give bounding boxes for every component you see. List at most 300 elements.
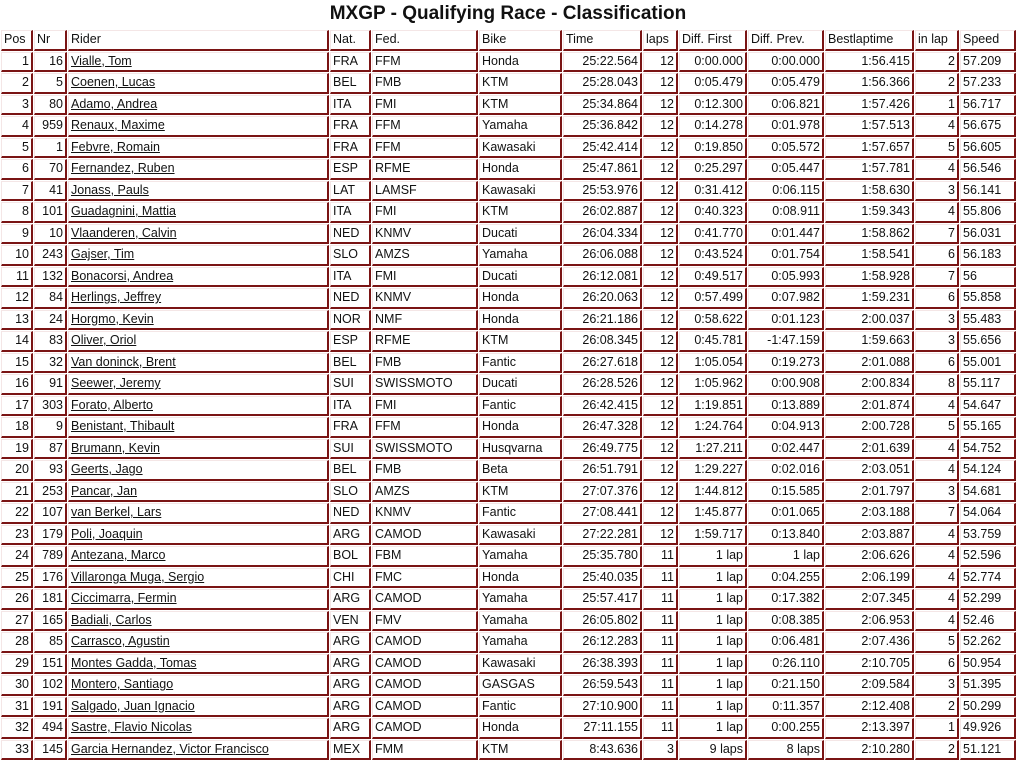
cell-speed: 56.183 [960, 245, 1016, 266]
cell-nr: 85 [34, 632, 67, 653]
cell-laps: 12 [643, 288, 678, 309]
rider-link[interactable]: Sastre, Flavio Nicolas [71, 720, 192, 734]
cell-diff-prev: 0:05.572 [748, 138, 824, 159]
cell-diff-prev: 0:04.255 [748, 568, 824, 589]
cell-nat: NED [330, 288, 371, 309]
cell-speed: 50.954 [960, 654, 1016, 675]
cell-in-lap: 6 [915, 288, 959, 309]
cell-rider [68, 417, 329, 438]
cell-rider [68, 525, 329, 546]
cell-laps: 11 [643, 675, 678, 696]
rider-link[interactable]: Febvre, Romain [71, 139, 160, 154]
cell-speed: 51.395 [960, 675, 1016, 696]
cell-in-lap: 4 [915, 159, 959, 180]
rider-link[interactable]: Salgado, Juan Ignacio [71, 698, 195, 713]
cell-diff-first: 1 lap [679, 697, 747, 718]
table-row [1, 589, 1016, 610]
cell-bestlaptime: 1:59.231 [825, 288, 914, 309]
rider-link[interactable]: Badiali, Carlos [71, 612, 152, 627]
cell-time: 26:20.063 [563, 288, 642, 309]
cell-laps: 12 [643, 417, 678, 438]
cell-rider [68, 675, 329, 696]
cell-laps: 12 [643, 267, 678, 288]
cell-bestlaptime: 2:01.639 [825, 439, 914, 460]
cell-pos: 5 [1, 138, 33, 159]
cell-nat: ARG [330, 697, 371, 718]
table-row [1, 482, 1016, 503]
cell-diff-first: 0:49.517 [679, 267, 747, 288]
rider-link[interactable]: van Berkel, Lars [71, 505, 162, 519]
cell-in-lap: 7 [915, 267, 959, 288]
cell-fed: KNMV [372, 503, 478, 524]
cell-nat: SUI [330, 439, 371, 460]
cell-bestlaptime: 1:59.343 [825, 202, 914, 223]
table-row [1, 611, 1016, 632]
cell-time: 8:43.636 [563, 740, 642, 761]
cell-fed: SWISSMOTO [372, 374, 478, 395]
cell-bestlaptime: 1:57.781 [825, 159, 914, 180]
cell-rider [68, 202, 329, 223]
cell-speed: 52.596 [960, 546, 1016, 567]
cell-time: 27:08.441 [563, 503, 642, 524]
cell-rider [68, 52, 329, 73]
cell-diff-prev: -1:47.159 [748, 331, 824, 352]
cell-fed: FMV [372, 611, 478, 632]
cell-speed: 54.647 [960, 396, 1016, 417]
cell-bike: Honda [479, 568, 562, 589]
cell-laps: 12 [643, 181, 678, 202]
cell-nat: CHI [330, 568, 371, 589]
cell-diff-prev: 0:02.016 [748, 460, 824, 481]
cell-diff-first: 0:41.770 [679, 224, 747, 245]
table-row [1, 73, 1016, 94]
cell-pos: 7 [1, 181, 33, 202]
cell-fed: AMZS [372, 245, 478, 266]
cell-rider [68, 116, 329, 137]
cell-nr: 959 [34, 116, 67, 137]
rider-link[interactable]: Garcia Hernandez, Victor Francisco [71, 741, 269, 756]
rider-link[interactable]: Pancar, Jan [71, 483, 138, 498]
rider-link[interactable]: Seewer, Jeremy [71, 376, 161, 390]
cell-nr: 5 [34, 73, 67, 94]
cell-speed: 55.483 [960, 310, 1016, 331]
cell-fed: KNMV [372, 288, 478, 309]
cell-nat: FRA [330, 116, 371, 137]
cell-rider [68, 396, 329, 417]
cell-rider [68, 546, 329, 567]
cell-nr: 10 [34, 224, 67, 245]
rider-link[interactable]: Vialle, Tom [71, 53, 132, 68]
header-diff-prev: Diff. Prev. [748, 30, 824, 51]
cell-bestlaptime: 2:06.626 [825, 546, 914, 567]
cell-diff-prev: 0:05.479 [748, 73, 824, 94]
table-row [1, 95, 1016, 116]
cell-laps: 12 [643, 245, 678, 266]
rider-link[interactable]: Jonass, Pauls [71, 182, 149, 197]
header-bike: Bike [479, 30, 562, 51]
table-row [1, 202, 1016, 223]
cell-speed: 50.299 [960, 697, 1016, 718]
cell-laps: 12 [643, 95, 678, 116]
cell-nr: 253 [34, 482, 67, 503]
cell-diff-first: 0:25.297 [679, 159, 747, 180]
cell-in-lap: 6 [915, 353, 959, 374]
cell-bike: Kawasaki [479, 654, 562, 675]
cell-in-lap: 6 [915, 654, 959, 675]
cell-diff-first: 1 lap [679, 611, 747, 632]
cell-bestlaptime: 2:10.280 [825, 740, 914, 761]
cell-bike: KTM [479, 740, 562, 761]
cell-diff-first: 1:44.812 [679, 482, 747, 503]
cell-in-lap: 4 [915, 396, 959, 417]
cell-bestlaptime: 2:10.705 [825, 654, 914, 675]
rider-link[interactable]: Villaronga Muga, Sergio [71, 569, 205, 584]
cell-bike: Honda [479, 718, 562, 739]
rider-link[interactable]: Oliver, Oriol [71, 333, 137, 347]
rider-link[interactable]: Renaux, Maxime [71, 118, 165, 132]
cell-time: 25:22.564 [563, 52, 642, 73]
cell-speed: 54.752 [960, 439, 1016, 460]
header-diff-first: Diff. First [679, 30, 747, 51]
table-row [1, 224, 1016, 245]
cell-pos: 19 [1, 439, 33, 460]
header-in-lap: in lap [915, 30, 959, 51]
cell-in-lap: 4 [915, 568, 959, 589]
cell-bike: Fantic [479, 503, 562, 524]
rider-link[interactable]: Montero, Santiago [71, 677, 174, 691]
cell-speed: 52.299 [960, 589, 1016, 610]
cell-time: 27:22.281 [563, 525, 642, 546]
table-row [1, 568, 1016, 589]
rider-link[interactable]: Guadagnini, Mattia [71, 204, 176, 218]
cell-bestlaptime: 2:07.436 [825, 632, 914, 653]
table-row [1, 697, 1016, 718]
cell-nat: ARG [330, 525, 371, 546]
cell-time: 27:11.155 [563, 718, 642, 739]
cell-in-lap: 3 [915, 482, 959, 503]
cell-time: 25:36.842 [563, 116, 642, 137]
cell-bestlaptime: 2:00.037 [825, 310, 914, 331]
cell-time: 27:10.900 [563, 697, 642, 718]
cell-nat: ARG [330, 675, 371, 696]
cell-laps: 12 [643, 482, 678, 503]
cell-diff-first: 0:43.524 [679, 245, 747, 266]
cell-nat: FRA [330, 138, 371, 159]
cell-diff-prev: 0:21.150 [748, 675, 824, 696]
cell-rider [68, 503, 329, 524]
rider-link[interactable]: Vlaanderen, Calvin [71, 225, 177, 240]
cell-time: 26:27.618 [563, 353, 642, 374]
cell-diff-first: 1 lap [679, 632, 747, 653]
cell-nr: 41 [34, 181, 67, 202]
cell-time: 25:42.414 [563, 138, 642, 159]
cell-bestlaptime: 2:01.797 [825, 482, 914, 503]
cell-pos: 31 [1, 697, 33, 718]
cell-rider [68, 224, 329, 245]
cell-pos: 33 [1, 740, 33, 761]
cell-fed: CAMOD [372, 654, 478, 675]
cell-laps: 12 [643, 310, 678, 331]
cell-diff-prev: 0:08.911 [748, 202, 824, 223]
rider-link[interactable]: Montes Gadda, Tomas [71, 655, 197, 670]
cell-pos: 29 [1, 654, 33, 675]
cell-diff-prev: 0:05.447 [748, 159, 824, 180]
cell-nat: ESP [330, 159, 371, 180]
cell-bestlaptime: 2:01.874 [825, 396, 914, 417]
cell-time: 25:47.861 [563, 159, 642, 180]
cell-bestlaptime: 1:58.630 [825, 181, 914, 202]
cell-time: 26:51.791 [563, 460, 642, 481]
cell-nr: 176 [34, 568, 67, 589]
cell-nat: MEX [330, 740, 371, 761]
cell-speed: 52.46 [960, 611, 1016, 632]
cell-fed: NMF [372, 310, 478, 331]
rider-link[interactable]: Gajser, Tim [71, 247, 135, 261]
cell-speed: 55.165 [960, 417, 1016, 438]
header-time: Time [563, 30, 642, 51]
table-row [1, 675, 1016, 696]
cell-diff-prev: 0:06.115 [748, 181, 824, 202]
cell-rider [68, 245, 329, 266]
cell-fed: RFME [372, 159, 478, 180]
cell-bestlaptime: 2:00.834 [825, 374, 914, 395]
cell-speed: 55.117 [960, 374, 1016, 395]
cell-diff-first: 0:00.000 [679, 52, 747, 73]
classification-table [0, 29, 1017, 761]
cell-rider [68, 95, 329, 116]
cell-diff-first: 0:58.622 [679, 310, 747, 331]
cell-laps: 11 [643, 632, 678, 653]
cell-nat: SUI [330, 374, 371, 395]
cell-in-lap: 3 [915, 331, 959, 352]
cell-time: 26:47.328 [563, 417, 642, 438]
cell-diff-prev: 0:01.123 [748, 310, 824, 331]
cell-pos: 12 [1, 288, 33, 309]
cell-nr: 107 [34, 503, 67, 524]
cell-nat: ITA [330, 95, 371, 116]
table-row [1, 116, 1016, 137]
cell-time: 26:59.543 [563, 675, 642, 696]
cell-time: 26:12.283 [563, 632, 642, 653]
cell-diff-first: 1 lap [679, 718, 747, 739]
cell-bike: KTM [479, 482, 562, 503]
table-row [1, 460, 1016, 481]
cell-rider [68, 374, 329, 395]
cell-nr: 32 [34, 353, 67, 374]
cell-diff-prev: 0:01.754 [748, 245, 824, 266]
cell-nr: 24 [34, 310, 67, 331]
cell-pos: 32 [1, 718, 33, 739]
cell-diff-prev: 0:06.481 [748, 632, 824, 653]
cell-speed: 55.656 [960, 331, 1016, 352]
cell-fed: FFM [372, 116, 478, 137]
cell-diff-first: 1:24.764 [679, 417, 747, 438]
cell-in-lap: 4 [915, 611, 959, 632]
cell-time: 25:57.417 [563, 589, 642, 610]
cell-pos: 11 [1, 267, 33, 288]
cell-bike: Honda [479, 310, 562, 331]
cell-pos: 27 [1, 611, 33, 632]
cell-fed: FBM [372, 546, 478, 567]
cell-fed: FMI [372, 202, 478, 223]
cell-bestlaptime: 2:13.397 [825, 718, 914, 739]
cell-bike: Beta [479, 460, 562, 481]
cell-nr: 102 [34, 675, 67, 696]
cell-diff-prev: 0:00.000 [748, 52, 824, 73]
cell-bestlaptime: 2:00.728 [825, 417, 914, 438]
cell-fed: FFM [372, 52, 478, 73]
header-speed: Speed [960, 30, 1016, 51]
cell-rider [68, 288, 329, 309]
cell-pos: 17 [1, 396, 33, 417]
cell-bike: KTM [479, 202, 562, 223]
table-row [1, 546, 1016, 567]
cell-nat: NOR [330, 310, 371, 331]
rider-link[interactable]: Geerts, Jago [71, 462, 143, 476]
cell-nat: ARG [330, 718, 371, 739]
cell-fed: CAMOD [372, 525, 478, 546]
rider-link[interactable]: Brumann, Kevin [71, 440, 160, 455]
rider-link[interactable]: Bonacorsi, Andrea [71, 268, 174, 283]
cell-nr: 789 [34, 546, 67, 567]
cell-rider [68, 331, 329, 352]
cell-bestlaptime: 1:58.541 [825, 245, 914, 266]
cell-bestlaptime: 1:57.426 [825, 95, 914, 116]
cell-in-lap: 4 [915, 116, 959, 137]
cell-laps: 11 [643, 546, 678, 567]
rider-link[interactable]: Horgmo, Kevin [71, 311, 154, 326]
cell-fed: CAMOD [372, 697, 478, 718]
cell-laps: 3 [643, 740, 678, 761]
cell-bike: Ducati [479, 374, 562, 395]
cell-bike: Fantic [479, 353, 562, 374]
cell-bike: Honda [479, 417, 562, 438]
cell-rider [68, 482, 329, 503]
cell-pos: 21 [1, 482, 33, 503]
cell-pos: 18 [1, 417, 33, 438]
rider-link[interactable]: Fernandez, Ruben [71, 161, 175, 175]
rider-link[interactable]: Coenen, Lucas [71, 75, 156, 89]
cell-nat: NED [330, 503, 371, 524]
rider-link[interactable]: Antezana, Marco [71, 548, 166, 562]
cell-nr: 93 [34, 460, 67, 481]
cell-nr: 181 [34, 589, 67, 610]
cell-bike: Yamaha [479, 245, 562, 266]
cell-pos: 30 [1, 675, 33, 696]
cell-fed: SWISSMOTO [372, 439, 478, 460]
cell-bestlaptime: 1:58.862 [825, 224, 914, 245]
cell-time: 26:08.345 [563, 331, 642, 352]
cell-nat: NED [330, 224, 371, 245]
cell-nat: BOL [330, 546, 371, 567]
cell-diff-prev: 0:06.821 [748, 95, 824, 116]
cell-rider [68, 697, 329, 718]
cell-rider [68, 353, 329, 374]
cell-time: 26:02.887 [563, 202, 642, 223]
rider-link[interactable]: Herlings, Jeffrey [71, 290, 162, 304]
table-row [1, 288, 1016, 309]
cell-bike: Yamaha [479, 632, 562, 653]
cell-laps: 12 [643, 159, 678, 180]
rider-link[interactable]: Adamo, Andrea [71, 96, 158, 111]
cell-time: 25:34.864 [563, 95, 642, 116]
cell-bike: Kawasaki [479, 181, 562, 202]
cell-nat: BEL [330, 353, 371, 374]
table-row [1, 331, 1016, 352]
cell-in-lap: 7 [915, 503, 959, 524]
cell-bestlaptime: 2:01.088 [825, 353, 914, 374]
rider-link[interactable]: Carrasco, Agustin [71, 634, 170, 648]
cell-rider [68, 267, 329, 288]
cell-rider [68, 460, 329, 481]
cell-laps: 12 [643, 503, 678, 524]
rider-link[interactable]: Poli, Joaquin [71, 526, 143, 541]
cell-bestlaptime: 1:57.513 [825, 116, 914, 137]
cell-diff-prev: 0:00.255 [748, 718, 824, 739]
table-row [1, 632, 1016, 653]
cell-diff-first: 1 lap [679, 546, 747, 567]
cell-pos: 10 [1, 245, 33, 266]
cell-bike: Honda [479, 288, 562, 309]
cell-rider [68, 632, 329, 653]
cell-bestlaptime: 2:06.199 [825, 568, 914, 589]
cell-bestlaptime: 2:07.345 [825, 589, 914, 610]
table-row [1, 159, 1016, 180]
cell-nr: 165 [34, 611, 67, 632]
rider-link[interactable]: Van doninck, Brent [71, 354, 176, 369]
rider-link[interactable]: Ciccimarra, Fermin [71, 591, 177, 605]
cell-fed: FFM [372, 417, 478, 438]
cell-diff-prev: 0:00.908 [748, 374, 824, 395]
cell-time: 26:12.081 [563, 267, 642, 288]
table-row [1, 138, 1016, 159]
cell-laps: 11 [643, 654, 678, 675]
cell-bestlaptime: 1:59.663 [825, 331, 914, 352]
table-row [1, 654, 1016, 675]
cell-diff-first: 9 laps [679, 740, 747, 761]
rider-link[interactable]: Benistant, Thibault [71, 419, 175, 433]
cell-fed: AMZS [372, 482, 478, 503]
cell-nr: 16 [34, 52, 67, 73]
cell-nat: ARG [330, 589, 371, 610]
table-row [1, 718, 1016, 739]
cell-fed: FFM [372, 138, 478, 159]
rider-link[interactable]: Forato, Alberto [71, 397, 153, 412]
cell-nat: ARG [330, 632, 371, 653]
table-row [1, 439, 1016, 460]
cell-nat: ITA [330, 267, 371, 288]
cell-speed: 56.717 [960, 95, 1016, 116]
cell-diff-first: 1:27.211 [679, 439, 747, 460]
table-row [1, 267, 1016, 288]
cell-nat: FRA [330, 417, 371, 438]
cell-bike: Fantic [479, 697, 562, 718]
cell-diff-prev: 0:07.982 [748, 288, 824, 309]
cell-nat: BEL [330, 73, 371, 94]
cell-diff-prev: 0:04.913 [748, 417, 824, 438]
cell-in-lap: 4 [915, 202, 959, 223]
cell-nr: 243 [34, 245, 67, 266]
cell-diff-first: 1:19.851 [679, 396, 747, 417]
cell-diff-first: 1:05.962 [679, 374, 747, 395]
cell-diff-first: 1:45.877 [679, 503, 747, 524]
cell-in-lap: 4 [915, 525, 959, 546]
cell-pos: 2 [1, 73, 33, 94]
cell-nat: SLO [330, 482, 371, 503]
cell-pos: 28 [1, 632, 33, 653]
cell-bike: GASGAS [479, 675, 562, 696]
cell-bestlaptime: 2:12.408 [825, 697, 914, 718]
